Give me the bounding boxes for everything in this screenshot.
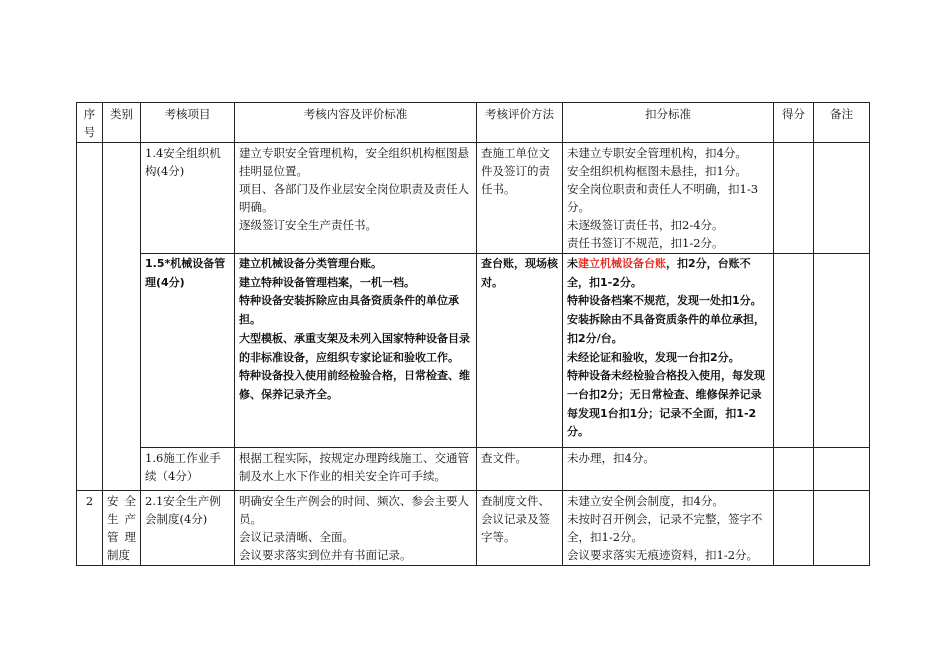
deduction-suffix: ，扣2分，台账不全，扣1-2分。 xyxy=(567,257,751,289)
content-line: 建立专职安全管理机构，安全组织机构框图悬挂明显位置。 xyxy=(239,146,469,178)
deduction-line: 未按时召开例会，记录不完整，签字不全，扣1-2分。 xyxy=(567,512,763,544)
cell-item: 1.4安全组织机构(4分) xyxy=(141,143,235,254)
cell-method: 查文件。 xyxy=(477,448,563,491)
cell-remark xyxy=(814,254,870,448)
content-line: 根据工程实际，按规定办理跨线施工、交通管制及水上水下作业的相关安全许可手续。 xyxy=(239,451,469,483)
deduction-line: 未经论证和验收，发现一台扣2分。 xyxy=(567,350,740,364)
deduction-line: 未建立安全例会制度，扣4分。 xyxy=(567,494,724,508)
content-line: 大型模板、承重支架及未列入国家特种设备目录的非标准设备，应组织专家论证和验收工作。 xyxy=(239,331,470,364)
cell-method: 查台账，现场核对。 xyxy=(477,254,563,448)
cell-no xyxy=(77,143,103,491)
cell-deduction xyxy=(563,448,774,491)
cell-remark xyxy=(814,491,870,566)
deduction-line: 安装拆除由不具备资质条件的单位承担，扣2分/台。 xyxy=(567,313,765,345)
cell-deduction xyxy=(563,254,774,448)
cell-method: 查制度文件、会议记录及签字等。 xyxy=(477,491,563,566)
header-content: 考核内容及评价标准 xyxy=(235,103,477,143)
header-remark: 备注 xyxy=(814,103,870,143)
deduction-line: 未逐级签订责任书，扣2-4分。 xyxy=(567,218,724,232)
cell-method: 查施工单位文件及签订的责任书。 xyxy=(477,143,563,254)
cell-content xyxy=(235,491,477,566)
deduction-line: 责任书签订不规范，扣1-2分。 xyxy=(567,236,724,250)
table-row xyxy=(77,491,870,566)
cell-category: 安全生产管理制度 xyxy=(103,491,141,566)
table-header-row xyxy=(77,103,870,143)
cell-item: 1.6施工作业手续（4分） xyxy=(141,448,235,491)
deduction-line xyxy=(567,255,769,292)
cell-content xyxy=(235,254,477,448)
content-line: 会议记录清晰、全面。 xyxy=(239,530,354,544)
content-line: 逐级签订安全生产责任书。 xyxy=(239,218,377,232)
deduction-prefix: 未 xyxy=(567,257,578,270)
content-line: 明确安全生产例会的时间、频次、参会主要人员。 xyxy=(239,494,469,526)
cell-deduction xyxy=(563,491,774,566)
content-line: 建立特种设备管理档案，一机一档。 xyxy=(239,275,415,289)
cell-content xyxy=(235,143,477,254)
deduction-line: 未办理，扣4分。 xyxy=(567,451,655,465)
cell-no: 2 xyxy=(77,491,103,566)
cell-score xyxy=(774,491,814,566)
cell-item: 1.5*机械设备管理(4分) xyxy=(141,254,235,448)
table-row xyxy=(77,254,870,448)
highlighted-text: 建立机械设备台账 xyxy=(578,257,666,270)
content-line: 特种设备投入使用前经检验合格，日常检查、维修、保养记录齐全。 xyxy=(239,369,470,401)
table-row xyxy=(77,143,870,254)
header-category: 类别 xyxy=(103,103,141,143)
content-line: 会议要求落实到位并有书面记录。 xyxy=(239,548,412,562)
deduction-line: 特种设备未经检验合格投入使用，每发现一台扣2分；无日常检查、维修保养记录每发现1台扣1分；记录不全面，扣1-2分。 xyxy=(567,369,765,439)
cell-score xyxy=(774,254,814,448)
table-row xyxy=(77,448,870,491)
deduction-line: 未建立专职安全管理机构，扣4分。 xyxy=(567,146,747,160)
cell-score xyxy=(774,448,814,491)
cell-content xyxy=(235,448,477,491)
cell-item: 2.1安全生产例会制度(4分) xyxy=(141,491,235,566)
header-item: 考核项目 xyxy=(141,103,235,143)
cell-category xyxy=(103,143,141,491)
deduction-line: 特种设备档案不规范，发现一处扣1分。 xyxy=(567,294,762,308)
header-score: 得分 xyxy=(774,103,814,143)
content-line: 项目、各部门及作业层安全岗位职责及责任人明确。 xyxy=(239,182,469,214)
header-method: 考核评价方法 xyxy=(477,103,563,143)
cell-remark xyxy=(814,448,870,491)
deduction-line: 会议要求落实无痕迹资料，扣1-2分。 xyxy=(567,548,759,562)
deduction-line: 安全岗位职责和责任人不明确，扣1-3分。 xyxy=(567,182,759,214)
content-line: 特种设备安装拆除应由具备资质条件的单位承担。 xyxy=(239,294,459,327)
cell-score xyxy=(774,143,814,254)
cell-remark xyxy=(814,143,870,254)
content-line: 建立机械设备分类管理台账。 xyxy=(239,257,382,270)
deduction-line: 安全组织机构框图未悬挂，扣1分。 xyxy=(567,164,747,178)
header-no: 序号 xyxy=(77,103,103,143)
cell-deduction xyxy=(563,143,774,254)
header-deduction: 扣分标准 xyxy=(563,103,774,143)
assessment-table xyxy=(76,102,870,566)
